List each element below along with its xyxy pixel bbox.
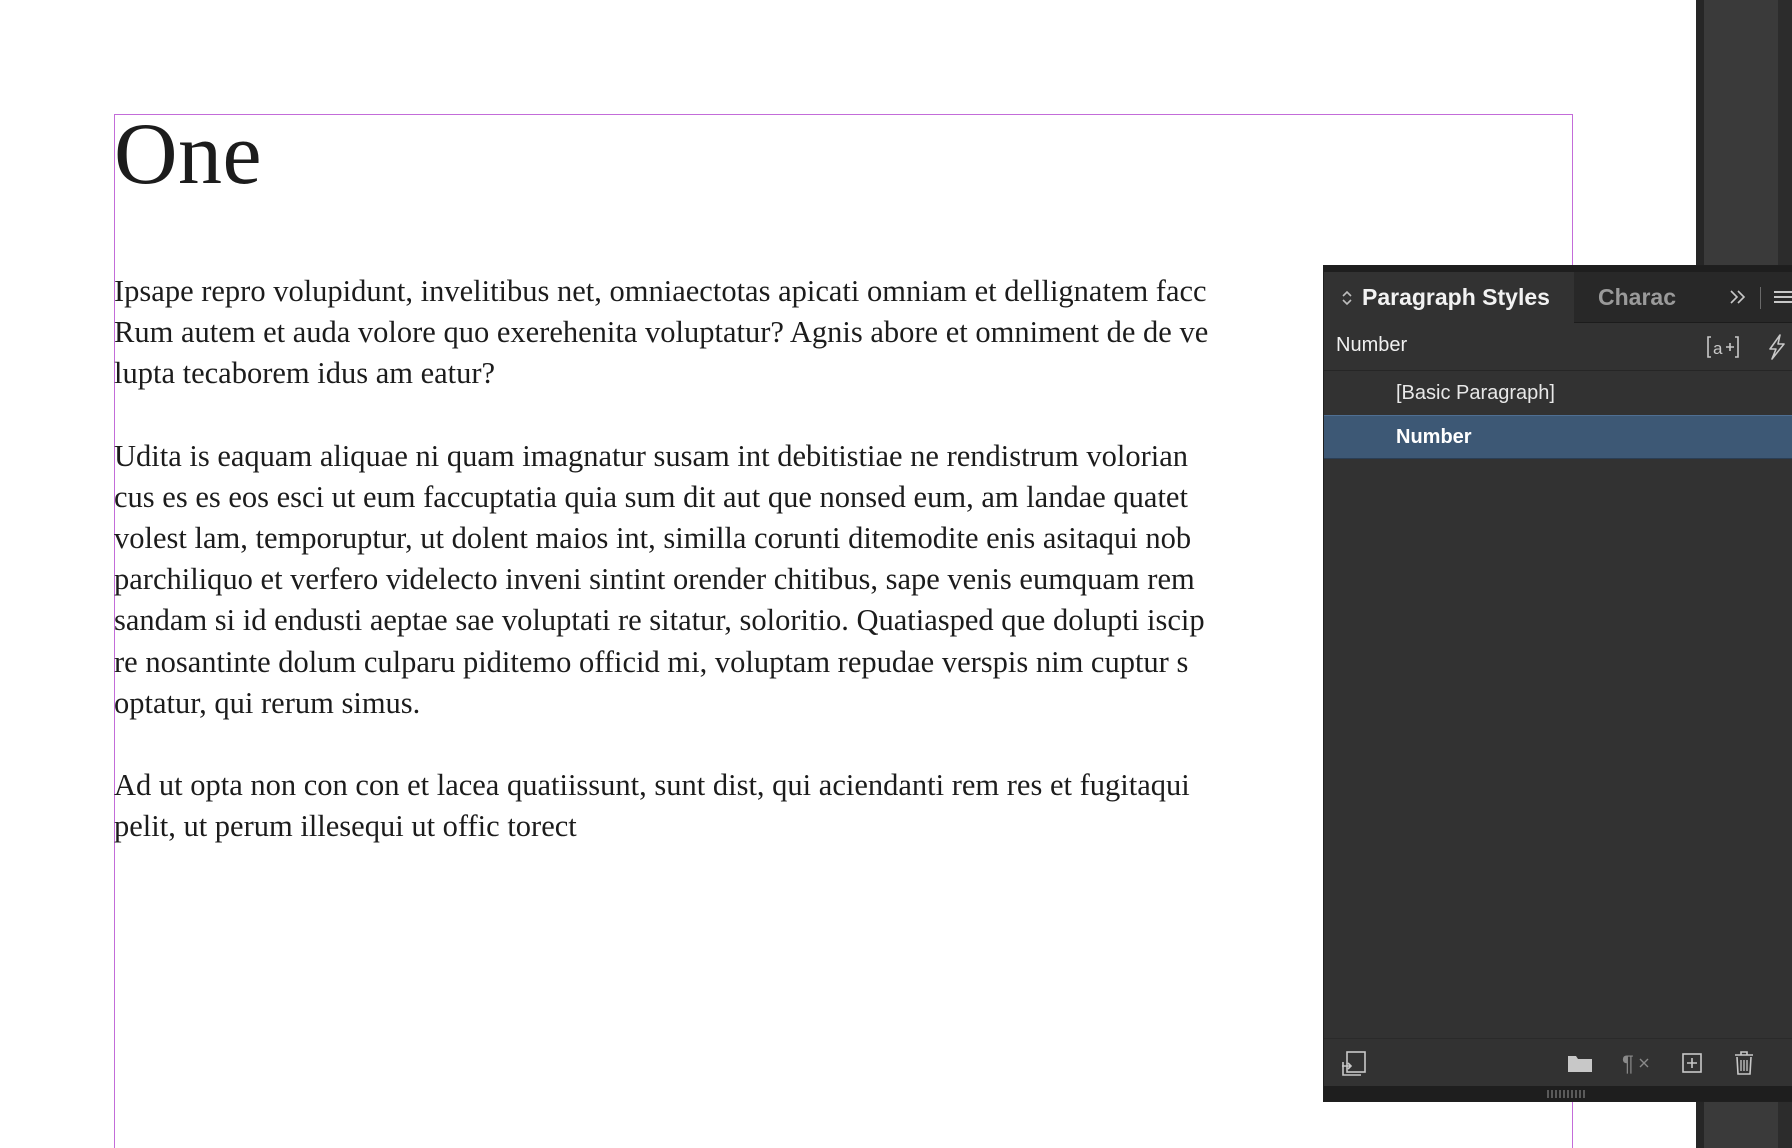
new-style-icon[interactable]	[1676, 1047, 1708, 1079]
panel-tab-bar	[1324, 272, 1792, 323]
text-line: Ipsape repro volupidunt, invelitibus net, omniaectotas apicati omniam et dellignatem facc	[114, 274, 1207, 308]
svg-text:¶: ¶	[1622, 1051, 1634, 1076]
text-line: parchiliquo et verfero videlecto inveni sintint orender chitibus, sape venis eumquam rem	[114, 562, 1195, 597]
load-styles-icon[interactable]	[1338, 1047, 1370, 1079]
text-line: optatur, qui rerum simus.	[114, 685, 421, 720]
panel-resize-bar[interactable]	[1324, 1086, 1792, 1102]
text-line: pelit, ut perum illesequi ut offic torect	[114, 809, 577, 844]
tab-divider	[1760, 287, 1761, 309]
text-line: lupta tecaborem idus am eatur?	[114, 356, 496, 391]
tab-paragraph-styles[interactable]	[1324, 272, 1574, 323]
panel-footer	[1324, 1038, 1792, 1087]
text-line: Udita is eaquam aliquae ni quam imagnatur susam int debitistiae ne rendistrum volorian	[114, 438, 1189, 473]
svg-text:a: a	[1713, 339, 1723, 358]
lightning-icon[interactable]	[1760, 331, 1790, 363]
style-item-label: [Basic Paragraph]	[1396, 381, 1555, 404]
paragraph-styles-panel	[1323, 265, 1792, 1102]
text-line: re nosantinte dolum culparu piditemo officid mi, voluptam repudae verspis nim cuptur s	[114, 644, 1189, 679]
folder-icon[interactable]	[1564, 1047, 1596, 1079]
tab-character-styles[interactable]	[1598, 272, 1718, 322]
hamburger-menu-icon[interactable]	[1770, 284, 1792, 310]
styles-list	[1324, 371, 1792, 1021]
new-style-override-icon[interactable]	[1704, 331, 1742, 363]
collapse-arrows-icon[interactable]	[1340, 289, 1354, 307]
double-chevron-right-icon[interactable]	[1722, 282, 1754, 312]
style-item-label: Number	[1396, 425, 1472, 448]
current-style-name: Number	[1336, 334, 1408, 356]
text-line: volest lam, temporuptur, ut dolent maios int, similla corunti ditemodite enis asitaqui nob	[114, 521, 1192, 556]
style-item-basic-paragraph[interactable]	[1324, 371, 1792, 415]
resize-grip-icon[interactable]	[1547, 1090, 1587, 1098]
tab-label: Paragraph Styles	[1362, 284, 1550, 310]
text-line: cus es es eos esci ut eum faccuptatia quia sum dit aut que nonsed eum, am landae quatet	[114, 479, 1188, 514]
text-line: sandam si id endusti aeptae sae voluptati re sitatur, soloritio. Quatiasped que dolupti iscip	[114, 603, 1205, 638]
document-title[interactable]: One	[114, 106, 263, 203]
clear-overrides-icon[interactable]	[1620, 1047, 1656, 1079]
current-style-row	[1324, 323, 1792, 371]
style-item-number[interactable]	[1324, 415, 1792, 459]
tab-label: Charac	[1598, 283, 1676, 310]
trash-icon[interactable]	[1728, 1047, 1760, 1079]
text-line: Ad ut opta non con con et lacea quatiissunt, sunt dist, qui aciendanti rem res et fugitaqui	[114, 768, 1190, 803]
text-line: Rum autem et auda volore quo exerehenita voluptatur? Agnis abore et omniment de de ve	[114, 315, 1209, 350]
